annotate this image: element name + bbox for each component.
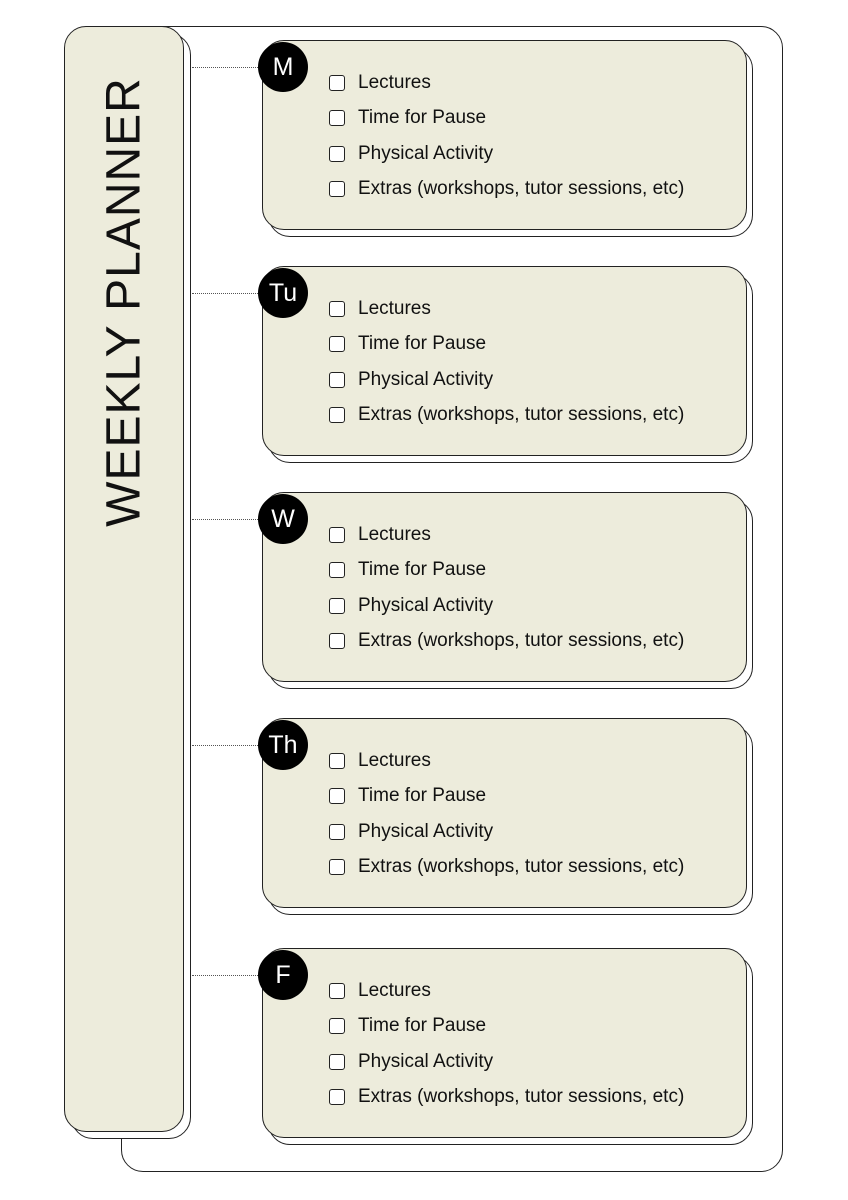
day-badge: W [258, 494, 308, 544]
task-checkbox[interactable] [329, 301, 345, 317]
task-checkbox[interactable] [329, 527, 345, 543]
task-item [329, 291, 684, 327]
connector-line [192, 745, 264, 746]
task-item [329, 743, 684, 779]
task-label: Extras (workshops, tutor sessions, etc) [358, 178, 685, 200]
task-list [329, 517, 684, 659]
task-item [329, 850, 684, 886]
task-item [329, 1080, 684, 1116]
task-list [329, 65, 684, 207]
task-item [329, 1044, 684, 1080]
task-list [329, 743, 684, 885]
task-label: Physical Activity [358, 820, 494, 842]
task-label: Extras (workshops, tutor sessions, etc) [358, 1086, 685, 1108]
task-checkbox[interactable] [329, 146, 345, 162]
task-checkbox[interactable] [329, 75, 345, 91]
connector-line [192, 975, 264, 976]
day-card [262, 718, 747, 908]
task-checkbox[interactable] [329, 753, 345, 769]
day-card [262, 266, 747, 456]
task-item [329, 517, 684, 553]
day-card [262, 492, 747, 682]
connector-line [192, 67, 264, 68]
task-item [329, 65, 684, 101]
task-label: Time for Pause [358, 785, 487, 807]
task-label: Extras (workshops, tutor sessions, etc) [358, 856, 685, 878]
task-label: Lectures [358, 749, 431, 771]
task-list [329, 291, 684, 433]
task-checkbox[interactable] [329, 336, 345, 352]
task-item [329, 553, 684, 589]
day-badge: Tu [258, 268, 308, 318]
task-label: Lectures [358, 71, 431, 93]
task-checkbox[interactable] [329, 633, 345, 649]
planner-title: WEEKLY PLANNER [97, 77, 151, 527]
task-label: Time for Pause [358, 559, 487, 581]
task-checkbox[interactable] [329, 562, 345, 578]
task-item [329, 588, 684, 624]
task-label: Physical Activity [358, 1050, 494, 1072]
task-checkbox[interactable] [329, 1018, 345, 1034]
day-badge: M [258, 42, 308, 92]
task-item [329, 398, 684, 434]
task-item [329, 101, 684, 137]
task-checkbox[interactable] [329, 983, 345, 999]
task-label: Time for Pause [358, 1015, 487, 1037]
task-checkbox[interactable] [329, 1089, 345, 1105]
day-card [262, 948, 747, 1138]
task-label: Time for Pause [358, 107, 487, 129]
task-label: Lectures [358, 297, 431, 319]
task-label: Lectures [358, 523, 431, 545]
task-item [329, 624, 684, 660]
connector-line [192, 293, 264, 294]
task-item [329, 814, 684, 850]
task-label: Physical Activity [358, 142, 494, 164]
task-checkbox[interactable] [329, 1054, 345, 1070]
task-item [329, 1009, 684, 1045]
task-label: Physical Activity [358, 368, 494, 390]
task-checkbox[interactable] [329, 372, 345, 388]
task-label: Extras (workshops, tutor sessions, etc) [358, 630, 685, 652]
task-label: Time for Pause [358, 333, 487, 355]
task-item [329, 327, 684, 363]
task-checkbox[interactable] [329, 824, 345, 840]
day-badge: Th [258, 720, 308, 770]
task-list [329, 973, 684, 1115]
task-item [329, 779, 684, 815]
day-card [262, 40, 747, 230]
task-checkbox[interactable] [329, 788, 345, 804]
task-item [329, 172, 684, 208]
task-checkbox[interactable] [329, 110, 345, 126]
task-label: Lectures [358, 979, 431, 1001]
connector-line [192, 519, 264, 520]
task-item [329, 973, 684, 1009]
day-badge: F [258, 950, 308, 1000]
task-label: Extras (workshops, tutor sessions, etc) [358, 404, 685, 426]
task-checkbox[interactable] [329, 181, 345, 197]
task-item [329, 136, 684, 172]
task-checkbox[interactable] [329, 407, 345, 423]
task-checkbox[interactable] [329, 598, 345, 614]
task-checkbox[interactable] [329, 859, 345, 875]
task-label: Physical Activity [358, 594, 494, 616]
task-item [329, 362, 684, 398]
